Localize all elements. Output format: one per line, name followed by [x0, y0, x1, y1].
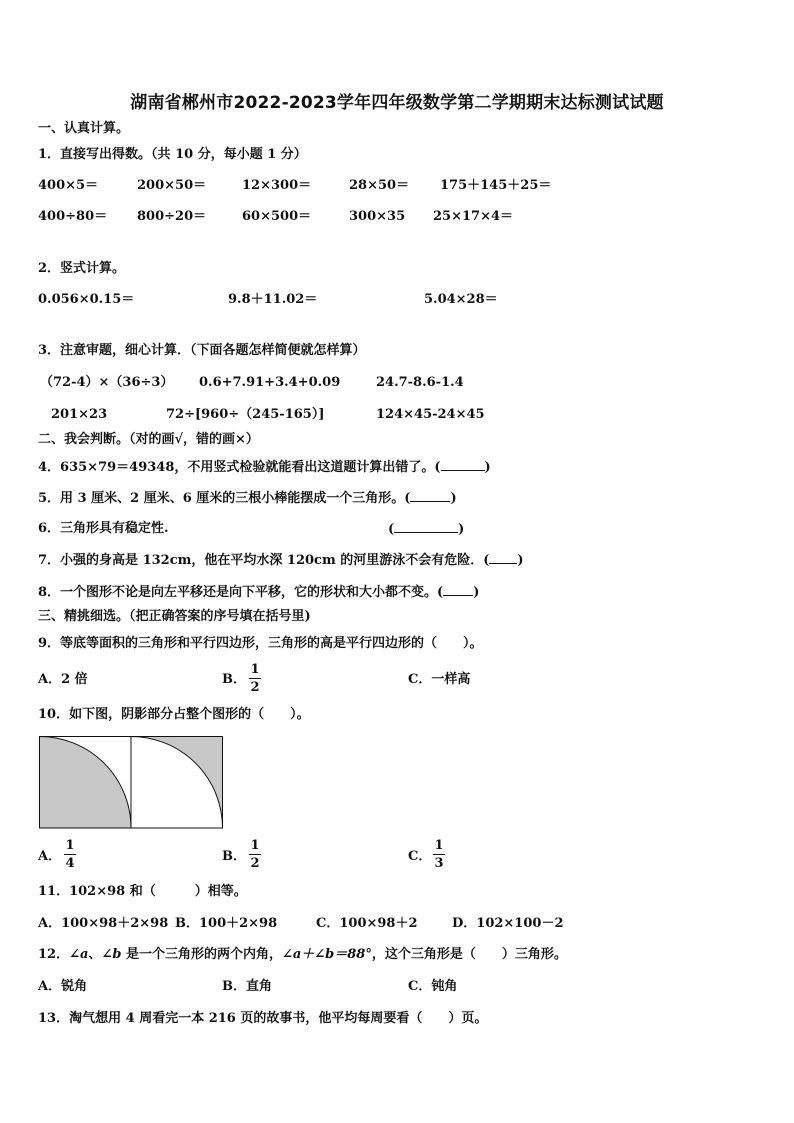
q3-item: 0.6+7.91+3.4+0.09 [199, 375, 341, 390]
q1-item: 400÷80＝ [38, 209, 108, 224]
q7-text: 7．小强的身高是 132cm，他在平均水深 120cm 的河里游泳不会有危险．( [38, 553, 490, 568]
q3-item: 124×45-24×45 [376, 407, 485, 422]
close-paren: ) [473, 585, 480, 600]
q5 [38, 490, 457, 507]
q9-option-a[interactable]: A．2 倍 [38, 672, 88, 687]
angle-expression: ∠a＋∠b＝88° [281, 947, 372, 962]
denominator: 2 [250, 856, 260, 871]
q2-stem: 2．竖式计算。 [38, 261, 126, 276]
page-title: 湖南省郴州市2022-2023学年四年级数学第二学期期末达标测试试题 [130, 93, 664, 113]
q12-option-b[interactable]: B．直角 [222, 979, 272, 994]
denominator: 4 [65, 856, 75, 871]
q10-stem: 10．如下图，阴影部分占整个图形的（ ）。 [38, 707, 310, 722]
fraction [248, 838, 262, 871]
answer-blank[interactable] [443, 584, 473, 596]
answer-blank[interactable] [489, 552, 517, 564]
fraction-bar [433, 854, 445, 855]
fraction-bar [249, 678, 261, 679]
q3-item: 201×23 [51, 407, 108, 422]
open-paren: ( [388, 522, 395, 537]
q2-item: 9.8＋11.02＝ [228, 292, 318, 307]
q3-item: 24.7-8.6-1.4 [376, 375, 464, 390]
q1-item: 175＋145＋25＝ [440, 178, 552, 193]
q12-mid: 是一个三角形的两个内角， [121, 947, 282, 962]
q1-stem: 1．直接写出得数。（共 10 分，每小题 1 分） [38, 147, 307, 162]
q1-item: 12×300＝ [242, 178, 312, 193]
section-1-heading: 一、认真计算。 [38, 121, 130, 136]
answer-blank[interactable] [441, 459, 485, 471]
fraction [63, 838, 77, 871]
q4 [38, 459, 491, 476]
q3-item: 72÷[960÷（245-165）] [166, 407, 325, 422]
q11-option-a[interactable]: A．100×98＋2×98 [38, 916, 169, 931]
fraction [432, 838, 446, 871]
q10-option-a[interactable]: A． [38, 849, 62, 864]
q2-item: 0.056×0.15＝ [38, 292, 135, 307]
numerator: 1 [250, 838, 260, 853]
q3-stem: 3．注意审题，细心计算．（下面各题怎样简便就怎样算） [38, 343, 366, 358]
q9-stem: 9．等底等面积的三角形和平行四边形，三角形的高是平行四边形的（ ）。 [38, 636, 483, 651]
q9-option-c[interactable]: C．一样高 [408, 672, 471, 687]
q6-answer [388, 521, 464, 538]
q10-figure [39, 736, 224, 829]
q1-item: 25×17×4＝ [433, 209, 514, 224]
answer-blank[interactable] [394, 521, 458, 533]
q2-item: 5.04×28＝ [424, 292, 498, 307]
section-2-heading: 二、我会判断。（对的画√，错的画×） [38, 432, 259, 447]
q7 [38, 552, 524, 569]
q1-item: 60×500＝ [242, 209, 312, 224]
fraction [248, 662, 262, 695]
angle-a: ∠a [69, 947, 89, 962]
q1-item: 28×50＝ [349, 178, 410, 193]
close-paren: ) [458, 522, 465, 537]
numerator: 1 [65, 838, 75, 853]
denominator: 2 [250, 680, 260, 695]
q10-option-c[interactable]: C． [408, 849, 432, 864]
q12-stem [38, 947, 567, 963]
numerator: 1 [434, 838, 444, 853]
q5-text: 5．用 3 厘米、2 厘米、6 厘米的三根小棒能摆成一个三角形。( [38, 491, 411, 506]
separator: 、 [88, 947, 102, 962]
q4-text: 4．635×79＝49348，不用竖式检验就能看出这道题计算出错了。( [38, 460, 441, 475]
q11-option-d[interactable]: D．102×100－2 [452, 916, 564, 931]
q6-text: 6．三角形具有稳定性. [38, 521, 169, 536]
numerator: 1 [250, 662, 260, 677]
q1-item: 800÷20＝ [137, 209, 207, 224]
q12-post: ，这个三角形是（ ）三角形。 [371, 947, 567, 962]
section-3-heading: 三、精挑细选。（把正确答案的序号填在括号里) [38, 609, 311, 624]
fraction-bar [64, 854, 76, 855]
q3-item: （72-4）×（36÷3） [40, 375, 174, 390]
answer-blank[interactable] [410, 490, 450, 502]
q12-option-a[interactable]: A．锐角 [38, 979, 88, 994]
q10-option-b[interactable]: B． [222, 849, 246, 864]
close-paren: ) [484, 460, 491, 475]
q11-option-c[interactable]: C．100×98＋2 [316, 916, 418, 931]
q9-option-b[interactable]: B． [222, 672, 246, 687]
close-paren: ) [450, 491, 457, 506]
q12-option-c[interactable]: C．钝角 [408, 979, 458, 994]
angle-b: ∠b [101, 947, 122, 962]
q11-stem: 11．102×98 和（ ）相等。 [38, 884, 247, 899]
q1-item: 300×35 [349, 209, 406, 224]
q11-option-b[interactable]: B．100＋2×98 [175, 916, 278, 931]
fraction-bar [249, 854, 261, 855]
q8-text: 8．一个图形不论是向左平移还是向下平移，它的形状和大小都不变。( [38, 585, 444, 600]
q1-item: 200×50＝ [137, 178, 207, 193]
denominator: 3 [434, 856, 444, 871]
q13-stem: 13．淘气想用 4 周看完一本 216 页的故事书，他平均每周要看（ ）页。 [38, 1011, 488, 1026]
q12-number: 12． [38, 947, 70, 962]
q1-item: 400×5＝ [38, 178, 99, 193]
close-paren: ) [517, 553, 524, 568]
q8 [38, 584, 479, 601]
